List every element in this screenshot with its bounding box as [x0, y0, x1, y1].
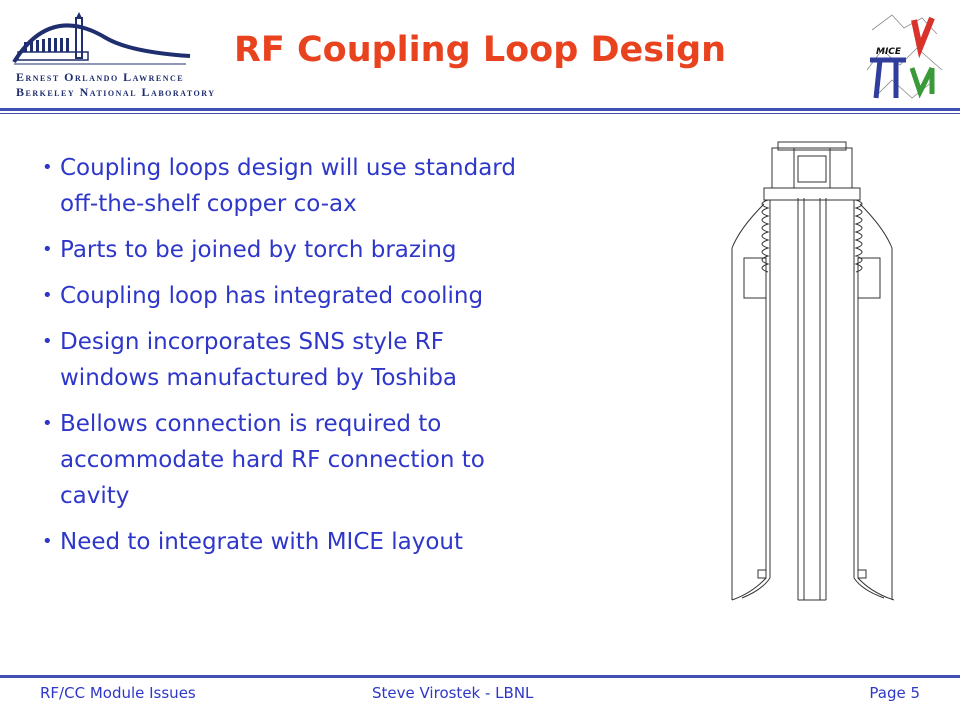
header-divider-thin — [0, 113, 960, 114]
footer-page-number: Page 5 — [869, 684, 920, 702]
bullet-text: Bellows connection is required to — [60, 411, 442, 437]
footer-left-label: RF/CC Module Issues — [40, 684, 196, 702]
bullet-item — [42, 232, 662, 268]
bullet-text: windows manufactured by Toshiba — [60, 365, 458, 391]
bullet-text: cavity — [60, 483, 130, 509]
footer-divider — [0, 675, 960, 678]
bullet-text: Coupling loop has integrated cooling — [60, 283, 484, 309]
coupling-loop-drawing — [722, 138, 902, 610]
bullet-text: Design incorporates SNS style RF — [60, 329, 444, 355]
bullet-dot-icon: • — [42, 285, 53, 306]
coupling-loop-cross-section-drawing — [722, 138, 902, 610]
lab-name-line2: Berkeley National Laboratory — [16, 85, 216, 99]
bullet-text: accommodate hard RF connection to — [60, 447, 485, 473]
lab-name-line1: Ernest Orlando Lawrence — [16, 70, 185, 84]
footer-author: Steve Virostek - LBNL — [372, 684, 534, 702]
bullet-item — [42, 150, 662, 222]
bullet-dot-icon: • — [42, 413, 53, 434]
bullet-item — [42, 524, 662, 560]
bullet-text: Coupling loops design will use standard — [60, 155, 516, 181]
lbnl-logo — [10, 12, 216, 102]
lbnl-logo-icon — [10, 12, 210, 72]
bullet-dot-icon: • — [42, 331, 53, 352]
bullet-dot-icon: • — [42, 239, 53, 260]
bullet-item — [42, 406, 662, 514]
bullet-text: Need to integrate with MICE layout — [60, 529, 463, 555]
bullet-dot-icon: • — [42, 531, 53, 552]
slide-title: RF Coupling Loop Design — [233, 30, 727, 70]
bullet-item — [42, 278, 662, 314]
mice-logo — [862, 10, 947, 105]
svg-text:MICE: MICE — [876, 47, 902, 57]
bullet-item — [42, 324, 662, 396]
bullet-text: off-the-shelf copper co-ax — [60, 191, 357, 217]
bullet-list — [42, 150, 662, 570]
mice-logo-icon — [862, 10, 947, 105]
bullet-text: Parts to be joined by torch brazing — [60, 237, 457, 263]
header-divider — [0, 108, 960, 111]
bullet-dot-icon: • — [42, 157, 53, 178]
